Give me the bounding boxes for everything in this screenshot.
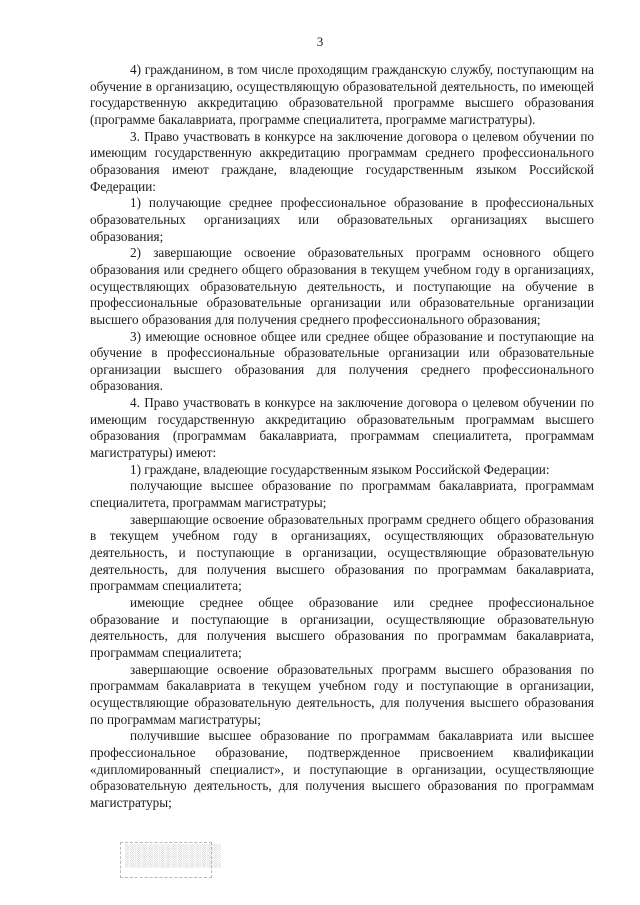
document-stamp xyxy=(120,842,222,878)
paragraph: имеющие среднее общее образование или среднее профессиональное образование и поступающие в организации, осуществляющие образовательную деятельность, для получения высшего образования по программам бакалавриата, программам специалитета; xyxy=(90,595,594,660)
page-number: 3 xyxy=(316,34,324,49)
paragraph: 1) граждане, владеющие государственным языком Российской Федерации: xyxy=(130,461,550,477)
paragraph: завершающие освоение образовательных программ высшего образования по программам бакалавриата в текущем учебном году и поступающие в организации, осуществляющие образовательную деятельность, для получения высшего образования по программам магистратуры; xyxy=(90,661,594,727)
paragraph: 2) завершающие освоение образовательных программ основного общего образования или среднего общего образования в текущем учебном году в организациях, осуществляющих образовательную деятельность, и поступающие на обучение в профессиональные образовательные организации или образовательные организации высшего образования для получения среднего профессионального образования; xyxy=(90,245,594,327)
document-body xyxy=(90,62,594,812)
paragraph: получившие высшее образование по программам бакалавриата или высшее профессиональное образование, подтвержденное присвоением квалификации «дипломированный специалист», и поступающие в организации, осуществляющие образовательную деятельность, для получения высшего образования по программам магистратуры; xyxy=(90,728,594,810)
stamp-line: ░░░░░░░░░░░░░░░░░░░░ xyxy=(125,861,222,868)
paragraph: 4. Право участвовать в конкурсе на заключение договора о целевом обучении по имеющим государственную аккредитацию образовательным программам высшего образования (программам бакалавриата, программам специалитета, программам магистратуры) имеют: xyxy=(90,395,594,461)
stamp-line: ░░░░░░░░░░░░░░░░░░░░ xyxy=(125,853,222,860)
paragraph: 3) имеющие основное общее или среднее общее образование и поступающие на обучение в профессиональные образовательные организации или образовательные организации высшего образования для получения среднего профессионального образования. xyxy=(90,328,594,394)
paragraph: завершающие освоение образовательных программ среднего общего образования в текущем учебном году в организациях, осуществляющих образовательную деятельность, и поступающие в организации, осуществляющие образовательную деятельность, для получения высшего образования по программам бакалавриата, программам специалитета; xyxy=(90,511,594,594)
stamp-line: ░░░░░░░░░░░░░░░░░░░░ xyxy=(125,845,222,852)
paragraph: 3. Право участвовать в конкурсе на заключение договора о целевом обучении по имеющим государственную аккредитацию программам среднего профессионального образования имеют граждане, владеющие государственным языком Российской Федерации: xyxy=(90,128,594,194)
paragraph: 1) получающие среднее профессиональное образование в профессиональных образовательных организациях или образовательных организациях высшего образования; xyxy=(90,195,594,244)
paragraph: 4) гражданином, в том числе проходящим гражданскую службу, поступающим на обучение в организацию, осуществляющую образовательной деятельность, по имеющей государственную аккредитацию образовательной программе высшего образования (программе бакалавриата, программе специалитета, программе магистратуры). xyxy=(90,62,594,127)
paragraph: получающие высшее образование по программам бакалавриата, программам специалитета, программам магистратуры; xyxy=(90,478,594,511)
